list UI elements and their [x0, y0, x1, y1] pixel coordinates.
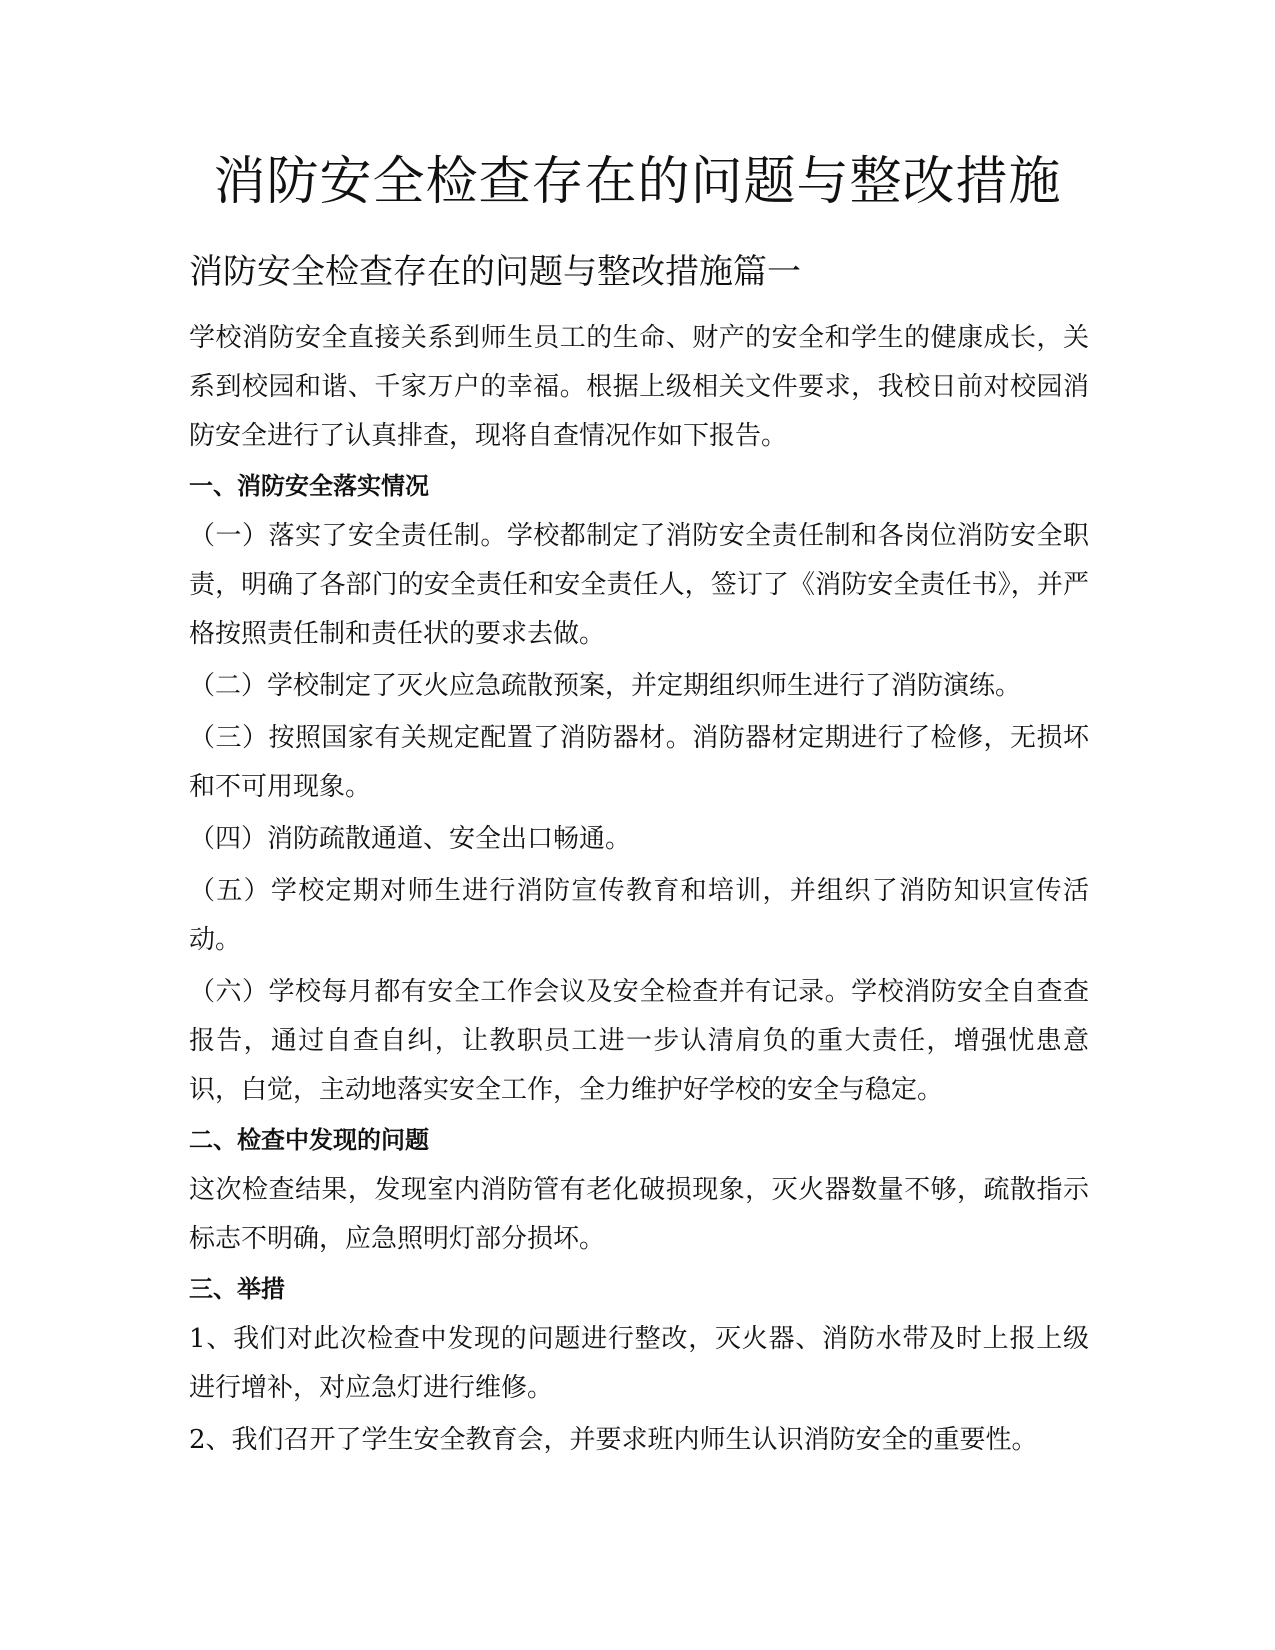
document-title: 消防安全检查存在的问题与整改措施	[213, 152, 1062, 212]
list-item: 2、我们召开了学生安全教育会，并要求班内师生认识消防安全的重要性。	[189, 1425, 1038, 1455]
list-item: （三）按照国家有关规定配置了消防器材。消防器材定期进行了检修，无损坏和不可用现象。	[189, 723, 1089, 802]
section-heading-implementation: 一、消防安全落实情况	[189, 472, 429, 500]
section-heading-problems: 二、检查中发现的问题	[189, 1126, 429, 1154]
document-body	[189, 244, 1089, 1468]
intro-paragraph: 学校消防安全直接关系到师生员工的生命、财产的安全和学生的健康成长，关系到校园和谐、千家万户的幸福。根据上级相关文件要求，我校日前对校园消防安全进行了认真排查，现将自查情况作如下报告。	[189, 323, 1089, 451]
list-item: 1、我们对此次检查中发现的问题进行整改，灭火器、消防水带及时上报上级进行增补，对应急灯进行维修。	[189, 1324, 1089, 1403]
section-heading-measures: 三、举措	[189, 1275, 285, 1303]
list-item: （二）学校制定了灭火应急疏散预案，并定期组织师生进行了消防演练。	[189, 671, 1022, 701]
list-item: （一）落实了安全责任制。学校都制定了消防安全责任制和各岗位消防安全职责，明确了各部门的安全责任和安全责任人，签订了《消防安全责任书》，并严格按照责任制和责任状的要求去做。	[189, 521, 1089, 649]
problems-paragraph: 这次检查结果，发现室内消防管有老化破损现象，灭火器数量不够，疏散指示标志不明确，应急照明灯部分损坏。	[189, 1175, 1089, 1254]
list-item: （五）学校定期对师生进行消防宣传教育和培训，并组织了消防知识宣传活动。	[189, 876, 1089, 955]
list-item: （六）学校每月都有安全工作会议及安全检查并有记录。学校消防安全自查查报告，通过自查自纠，让教职员工进一步认清肩负的重大责任，增强忧患意识，白觉，主动地落实安全工作，全力维护好学校的安全与稳定。	[189, 977, 1089, 1105]
list-item: （四）消防疏散通道、安全出口畅通。	[189, 824, 632, 854]
article-subtitle: 消防安全检查存在的问题与整改措施篇一	[189, 252, 801, 292]
